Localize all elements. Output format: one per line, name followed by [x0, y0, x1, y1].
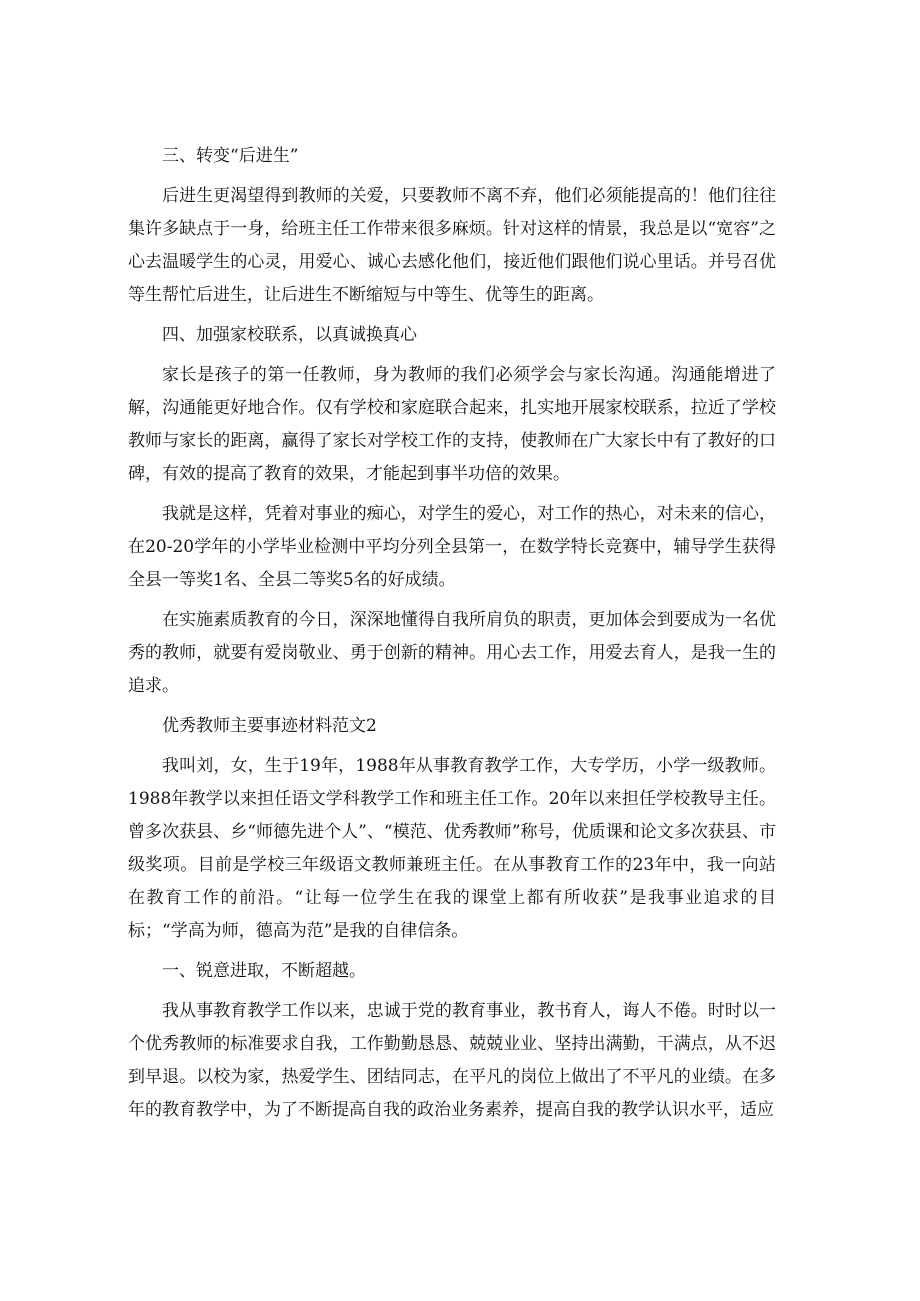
paragraph-introduction: 我叫刘，女，生于19年，1988年从事教育教学工作，大专学历，小学一级教师。1988年教学以来担任语文学科教学工作和班主任工作。20年以来担任学校教导主任。曾多次获县、乡“师德先进个人”、“模范、优秀教师”称号，优质课和论文多次获县、市级奖项。目前是学校三年级语文教师兼班主任。在从事教育工作的23年中，我一向站在教育工作的前沿。“让每一位学生在我的课堂上都有所收获”是我事业追求的目标；“学高为师，德高为范”是我的自律信条。	[128, 756, 776, 941]
paragraph-backward-students: 后进生更渴望得到教师的关爱，只要教师不离不弃，他们必须能提高的！他们往往集许多缺点于一身，给班主任工作带来很多麻烦。针对这样的情景，我总是以“宽容”之心去温暖学生的心灵，用爱心、诚心去感化他们，接近他们跟他们说心里话。并号召优等生帮忙后进生，让后进生不断缩短与中等生、优等生的距离。	[128, 186, 776, 305]
section-heading-transform-students: 三、转变“后进生”	[162, 146, 299, 166]
paragraph-achievements: 我就是这样，凭着对事业的痴心，对学生的爱心，对工作的热心，对未来的信心，在20-20学年的小学毕业检测中平均分列全县第一，在数学特长竞赛中，辅导学生获得全县一等奖1名、全县二等奖5名的好成绩。	[128, 504, 776, 590]
paragraph-dedication: 我从事教育教学工作以来，忠诚于党的教育事业，教书育人，诲人不倦。时时以一个优秀教师的标准要求自我，工作勤勤恳恳、兢兢业业、坚持出满勤，干满点，从不迟到早退。以校为家，热爱学生、团结同志，在平凡的岗位上做出了不平凡的业绩。在多年的教育教学中，为了不断提高自我的政治业务素养，提高自我的教学认识水平，适应	[128, 1001, 776, 1120]
article-title-2: 优秀教师主要事迹材料范文2	[162, 716, 377, 736]
paragraph-quality-education: 在实施素质教育的今日，深深地懂得自我所肩负的职责，更加体会到要成为一名优秀的教师，就要有爱岗敬业、勇于创新的精神。用心去工作，用爱去育人，是我一生的追求。	[128, 610, 776, 696]
document-body	[128, 140, 776, 1134]
paragraph-parents: 家长是孩子的第一任教师，身为教师的我们必须学会与家长沟通。沟通能增进了解，沟通能更好地合作。仅有学校和家庭联合起来，扎实地开展家校联系，拉近了学校教师与家长的距离，赢得了家长对学校工作的支持，使教师在广大家长中有了教好的口碑，有效的提高了教育的效果，才能起到事半功倍的效果。	[128, 365, 776, 484]
section-heading-home-school: 四、加强家校联系，以真诚换真心	[162, 325, 417, 345]
section-heading-progress: 一、锐意进取，不断超越。	[162, 961, 366, 981]
